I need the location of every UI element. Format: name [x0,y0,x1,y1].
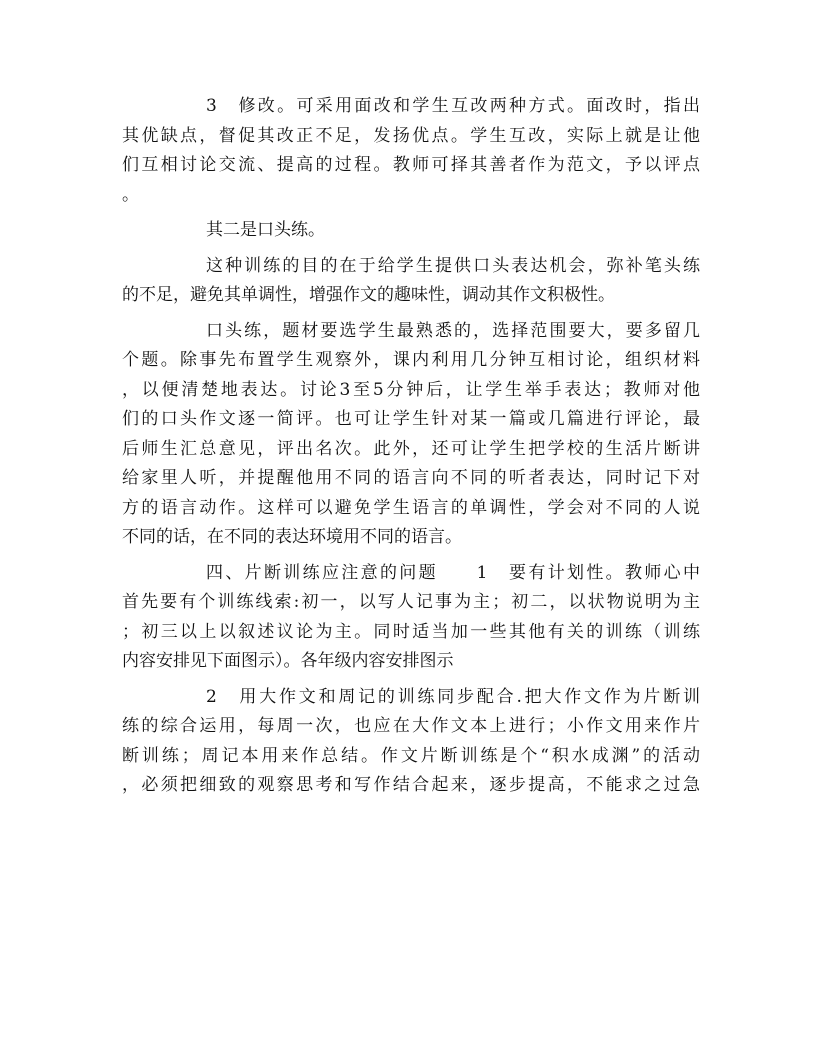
text-line: 其优缺点，督促其改正不足，发扬优点。学生互改，实际上就是让他 [122,125,700,146]
text-line: 个题。除事先布置学生观察外，课内利用几分钟互相讨论，组织材料 [122,350,700,370]
text-line: 四、片断训练应注意的问题 1 要有计划性。教师心中 [206,562,700,583]
text-line: 其二是口头练。 [206,220,325,240]
text-line: ，以便清楚地表达。讨论3至5分钟后，让学生举手表达；教师对他 [122,379,700,400]
text-line: 后师生汇总意见，评出名次。此外，还可让学生把学校的生活片断讲 [122,438,700,459]
text-line: 不同的话，在不同的表达环境用不同的语言。 [122,527,462,547]
paragraph-revision [122,92,700,210]
text-line: 。 [122,184,139,205]
text-line: ，必须把细致的观察思考和写作结合起来，逐步提高，不能求之过急 [122,775,700,795]
document-body [122,92,700,801]
text-line: 们的口头作文逐一简评。也可让学生针对某一篇或几篇进行评论，最 [122,409,700,429]
text-line: 3 修改。可采用面改和学生互改两种方式。面改时，指出 [206,96,700,116]
paragraph-oral-method [122,317,700,553]
text-line: 内容安排见下面图示）。各年级内容安排图示 [122,651,454,671]
text-line: 练的综合运用，每周一次，也应在大作文本上进行；小作文用来作片 [122,716,700,736]
text-line: 断训练；周记本用来作总结。作文片断训练是个“积水成渊”的活动 [122,745,700,766]
text-line: ；初三以上以叙述议论为主。同时适当加一些其他有关的训练（训练 [122,621,700,642]
text-line: 首先要有个训练线索:初一，以写人记事为主；初二，以状物说明为主 [122,592,700,612]
paragraph-section-four [122,559,700,677]
text-line: 2 用大作文和周记的训练同步配合.把大作文作为片断训 [206,686,700,707]
paragraph-oral-purpose [122,252,700,311]
text-line: 给家里人听，并提醒他用不同的语言向不同的听者表达，同时记下对 [122,468,700,488]
paragraph-oral-heading [122,216,700,246]
text-line: 的不足，避免其单调性，增强作文的趣味性，调动其作文积极性。 [122,285,615,305]
text-line: 这种训练的目的在于给学生提供口头表达机会，弥补笔头练 [206,255,700,276]
text-line: 方的语言动作。这样可以避免学生语言的单调性，学会对不同的人说 [122,497,700,518]
paragraph-point-two [122,683,700,801]
text-line: 口头练，题材要选学生最熟悉的，选择范围要大，要多留几 [206,320,700,341]
text-line: 们互相讨论交流、提高的过程。教师可择其善者作为范文，予以评点 [122,155,700,175]
